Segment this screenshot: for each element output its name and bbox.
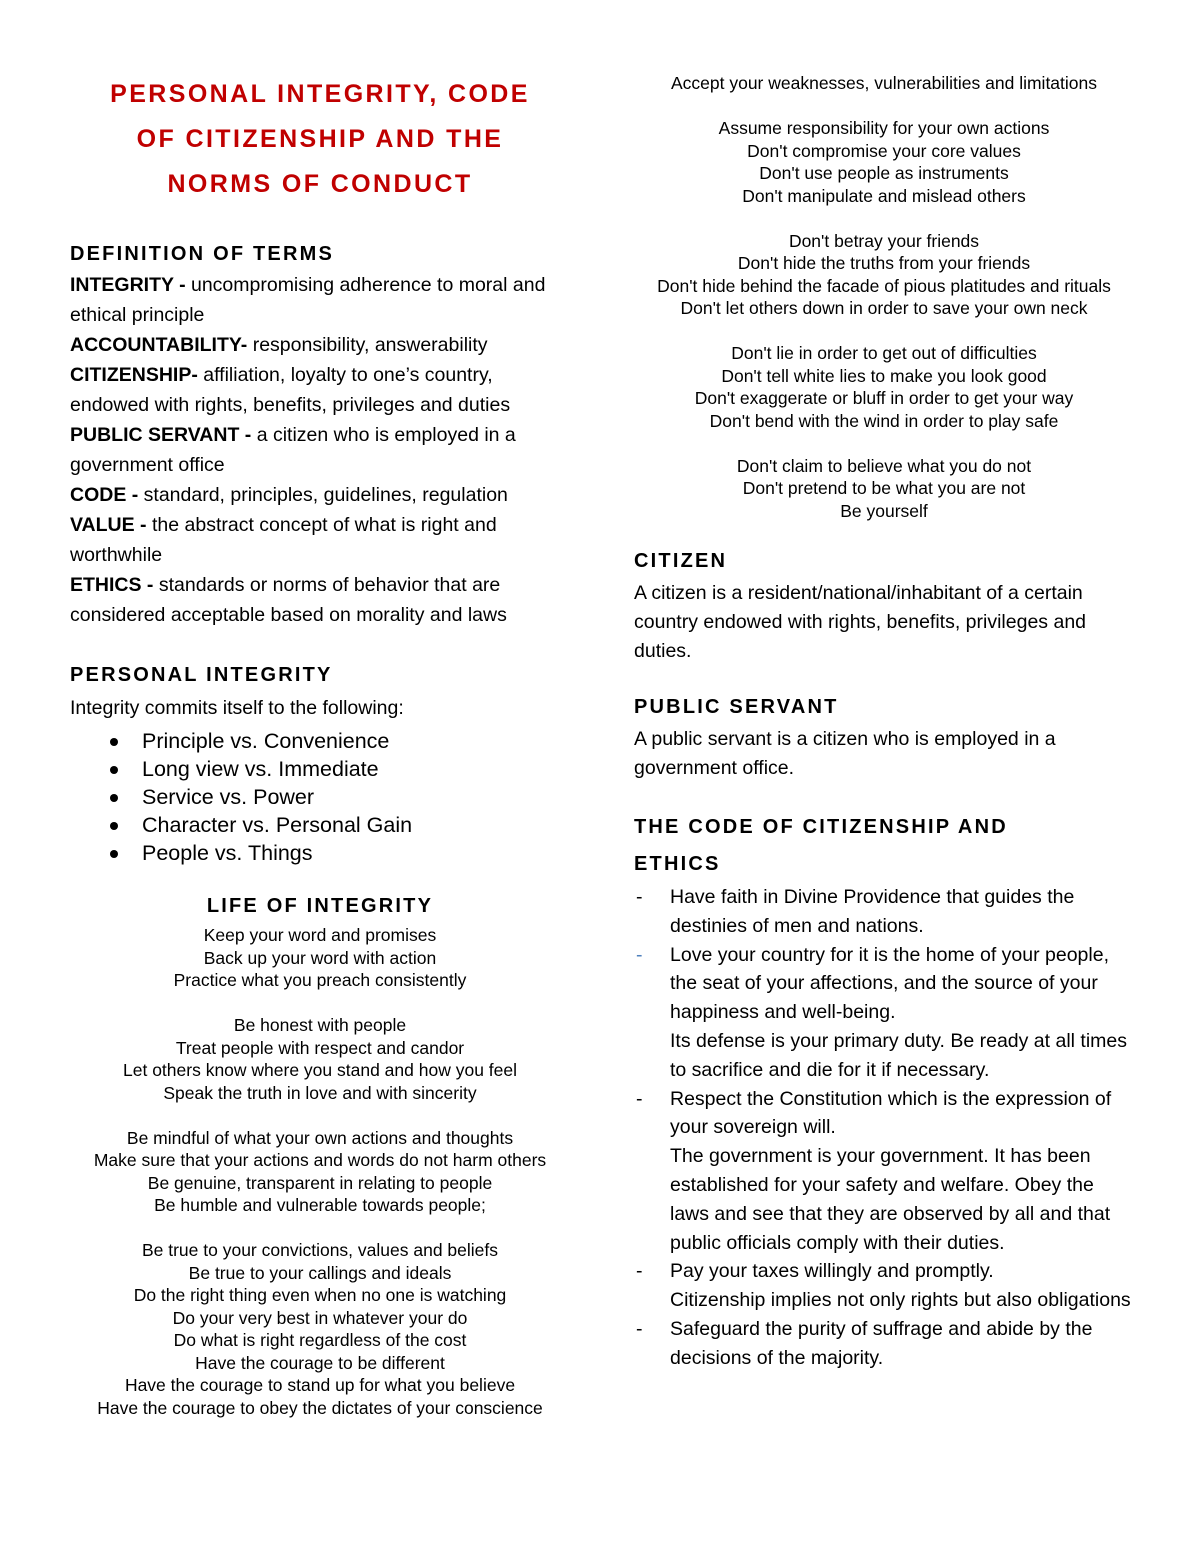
list-item: Make sure that your actions and words do not harm others [93,1150,547,1170]
code-heading [634,809,1134,883]
bullet-icon [110,766,118,774]
code-item [634,1257,1134,1315]
title-line: NORMS OF CONDUCT [167,170,473,198]
list-item: Don't claim to believe what you do not [736,455,1032,476]
definition-term: CITIZENSHIP- [70,364,198,386]
definition-text: the abstract concept of what is right and worthwhile [70,514,497,566]
citizen-heading: CITIZEN [634,550,728,572]
list-item: Be genuine, transparent in relating to people [147,1172,493,1193]
code-item-text: Safeguard the purity of suffrage and abide by the decisions of the majority. [670,1317,1093,1369]
group-spacer [70,1217,570,1240]
list-item: Don't bend with the wind in order to play safe [709,410,1059,431]
list-item: Don't exaggerate or bluff in order to get your way [694,388,1074,408]
dash-bullet-icon: - [636,886,643,908]
list-item-text: People vs. Things [142,841,313,865]
life-of-integrity-heading: LIFE OF INTEGRITY [206,895,434,917]
definition-item [70,360,570,420]
definition-item [70,570,570,630]
title-line: OF CITIZENSHIP AND THE [136,125,504,153]
list-item: Have the courage to be different [195,1352,445,1373]
list-item: Do the right thing even when no one is watching [133,1285,507,1305]
definition-item [70,480,570,510]
list-item: Be mindful of what your own actions and thoughts [126,1127,514,1148]
code-item-text: Love your country for it is the home of your people, the seat of your affections, and the source of your happiness and well-being. [670,943,1109,1024]
integrity-bullet-list [70,727,570,867]
public-servant-text: A public servant is a citizen who is employed in a government office. [634,728,1056,779]
code-heading-line: ETHICS [634,853,721,875]
code-item-text: Respect the Constitution which is the expression of your sovereign will. [670,1087,1112,1139]
group-spacer [70,992,570,1015]
list-item: Let others know where you stand and how you feel [123,1060,517,1080]
left-column [70,72,570,1419]
definition-term: PUBLIC SERVANT - [70,424,252,446]
definition-text: affiliation, loyalty to one’s country, endowed with rights, benefits, privileges and duties [70,364,511,416]
life-of-integrity-list [70,924,570,1419]
definition-text: responsibility, answerability [247,334,488,356]
bullet-icon [110,738,118,746]
definition-item [70,510,570,570]
list-item: Have the courage to stand up for what you believe [124,1375,516,1395]
bullet-icon [110,822,118,830]
right-column [634,72,1134,1373]
dash-bullet-icon: - [636,943,643,966]
list-item [70,755,570,783]
definition-text: standard, principles, guidelines, regulation [138,484,508,506]
code-item [634,1085,1134,1258]
list-item: Be humble and vulnerable towards people; [154,1195,486,1215]
title-line: PERSONAL INTEGRITY, CODE [110,80,530,108]
definition-term: ETHICS - [70,574,154,596]
list-item-text: Long view vs. Immediate [142,757,379,781]
list-item [70,783,570,811]
list-item: Assume responsibility for your own actions [718,118,1050,138]
list-item: Do what is right regardless of the cost [173,1330,467,1350]
code-item [634,883,1134,941]
definition-item [70,420,570,480]
code-item-text: The government is your government. It has been established for your safety and welfare. Obey the laws and see that they are observed by all and that public officials comply with their duties. [670,1145,1111,1254]
list-item: Don't compromise your core values [747,140,1021,161]
citizen-text: A citizen is a resident/national/inhabitant of a certain country endowed with rights, benefits, privileges and duties. [634,582,1087,662]
bullet-icon [110,794,118,802]
code-list [634,883,1134,1373]
list-item: Speak the truth in love and with sincerity [163,1082,477,1103]
code-item [634,941,1134,1085]
definition-text: standards or norms of behavior that are considered acceptable based on morality and laws [70,574,507,626]
dash-bullet-icon: - [636,1317,643,1340]
list-item: Practice what you preach consistently [173,970,467,990]
list-item: Do your very best in whatever your do [172,1307,468,1328]
list-item: Treat people with respect and candor [175,1037,465,1058]
list-item-text: Principle vs. Convenience [142,729,390,753]
list-item: Be true to your convictions, values and beliefs [141,1240,499,1260]
public-servant-heading: PUBLIC SERVANT [634,696,839,718]
list-item: Don't betray your friends [788,230,980,251]
list-item [70,727,570,755]
list-item: Keep your word and promises [203,925,437,945]
list-item: Be honest with people [233,1015,407,1035]
group-spacer [70,1104,570,1127]
definition-term: ACCOUNTABILITY- [70,334,248,356]
list-item: Don't hide behind the facade of pious platitudes and rituals [657,275,1111,296]
dash-bullet-icon: - [636,1087,643,1110]
conduct-list [634,72,1134,522]
list-item: Don't lie in order to get out of difficulties [731,343,1037,363]
group-spacer [634,207,1134,230]
definition-term: INTEGRITY - [70,274,186,296]
definition-text: a citizen who is employed in a government office [70,424,516,476]
personal-integrity-heading: PERSONAL INTEGRITY [70,664,333,686]
code-item [634,1315,1134,1373]
code-item-text: Have faith in Divine Providence that guides the destinies of men and nations. [670,886,1075,937]
list-item: Don't manipulate and mislead others [742,185,1026,206]
code-item-text: Pay your taxes willingly and promptly. [670,1260,994,1283]
definition-term: VALUE - [70,514,147,536]
personal-integrity-intro: Integrity commits itself to the following: [70,697,404,719]
list-item-text: Character vs. Personal Gain [142,813,413,837]
list-item [70,811,570,839]
page-title [70,72,570,207]
group-spacer [634,320,1134,343]
list-item: Back up your word with action [203,947,437,968]
list-item: Don't let others down in order to save your own neck [680,298,1088,318]
definitions-list [70,270,570,630]
list-item: Accept your weaknesses, vulnerabilities and limitations [670,73,1098,93]
code-heading-line: THE CODE OF CITIZENSHIP AND [634,816,1008,838]
definition-item [70,330,570,360]
definition-item [70,270,570,330]
dash-bullet-icon: - [636,1260,643,1283]
bullet-icon [110,850,118,858]
code-item-text: Citizenship implies not only rights but also obligations [670,1289,1131,1312]
list-item: Don't tell white lies to make you look good [721,365,1047,386]
list-item: Be true to your callings and ideals [188,1262,452,1283]
list-item: Be yourself [840,500,928,521]
group-spacer [634,95,1134,118]
list-item: Don't hide the truths from your friends [737,253,1031,273]
list-item: Have the courage to obey the dictates of your conscience [97,1397,543,1418]
definition-text: uncompromising adherence to moral and ethical principle [70,274,546,326]
group-spacer [634,432,1134,455]
list-item: Don't pretend to be what you are not [742,478,1026,498]
list-item [70,839,570,867]
list-item: Don't use people as instruments [759,163,1009,183]
definition-term: CODE - [70,484,139,506]
list-item-text: Service vs. Power [142,785,315,809]
code-item-text: Its defense is your primary duty. Be ready at all times to sacrifice and die for it if necessary. [670,1029,1127,1081]
definitions-heading: DEFINITION OF TERMS [70,243,335,265]
